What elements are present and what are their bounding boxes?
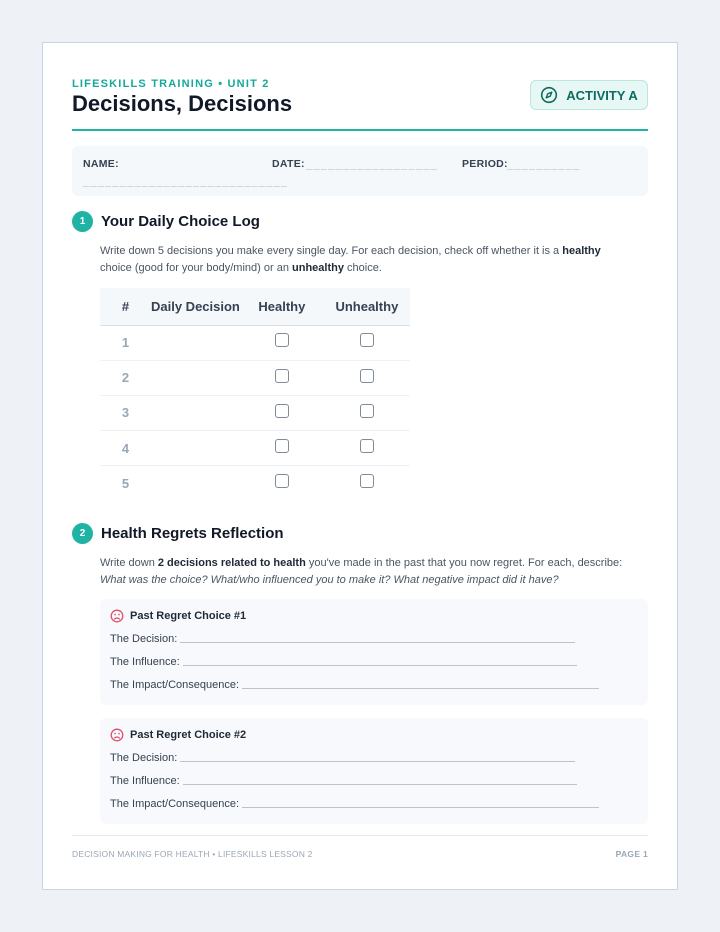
healthy-checkbox[interactable] (275, 404, 289, 418)
instruction-text: you've made in the past that you now regret. For each, describe: (305, 557, 623, 569)
influence-answer-line[interactable] (183, 665, 577, 666)
page-title: Decisions, Decisions (72, 91, 293, 116)
healthy-checkbox[interactable] (275, 369, 289, 383)
column-header-unhealthy: Unhealthy (324, 288, 410, 325)
row-number: 2 (100, 360, 151, 395)
influence-answer-line[interactable] (183, 784, 577, 785)
decision-label: The Decision: (110, 633, 178, 645)
section-number-badge: 1 (72, 211, 93, 232)
unhealthy-checkbox[interactable] (360, 404, 374, 418)
healthy-checkbox[interactable] (275, 474, 289, 488)
section-1-heading (72, 211, 260, 232)
section-2-instructions (100, 555, 648, 589)
header-divider (72, 129, 648, 131)
name-label: NAME: (83, 158, 119, 170)
unhealthy-checkbox[interactable] (360, 474, 374, 488)
regret-card-header (110, 609, 246, 623)
table-header-row (100, 288, 410, 325)
instruction-emphasis: unhealthy (292, 262, 344, 274)
name-field[interactable]: ____________________________ (83, 175, 289, 187)
row-number: 5 (121, 476, 130, 492)
decision-row (110, 633, 575, 645)
table-row (100, 360, 410, 395)
column-header-number: # (100, 288, 151, 325)
decision-entry-cell[interactable] (151, 325, 240, 360)
column-header-decision: Daily Decision (151, 288, 240, 325)
instruction-emphasis: 2 decisions related to health (157, 557, 306, 569)
regret-card-1 (100, 599, 648, 705)
activity-badge (530, 80, 648, 110)
footer-course-label: DECISION MAKING FOR HEALTH • LIFESKILLS LESSON 2 (72, 849, 313, 859)
activity-label: ACTIVITY A (566, 87, 638, 103)
decision-entry-cell[interactable] (151, 360, 240, 395)
influence-row (110, 775, 577, 787)
influence-row (110, 656, 577, 668)
date-label: DATE: (272, 158, 305, 170)
decision-answer-line[interactable] (180, 761, 575, 762)
influence-label: The Influence: (110, 775, 180, 787)
student-info-box (72, 146, 648, 196)
unhealthy-checkbox[interactable] (360, 333, 374, 347)
instruction-text: choice. (343, 262, 382, 274)
impact-label: The Impact/Consequence: (110, 798, 240, 810)
instruction-questions: What was the choice? What/who influenced you to make it? What negative impact did it have? (100, 574, 559, 586)
impact-answer-line[interactable] (242, 688, 599, 689)
instruction-text: Write down (100, 557, 158, 569)
impact-row (110, 798, 599, 810)
decision-answer-line[interactable] (180, 642, 575, 643)
decision-label: The Decision: (110, 752, 178, 764)
instruction-emphasis: healthy (562, 245, 601, 257)
section-2-heading (72, 523, 284, 544)
period-field[interactable]: __________ (507, 158, 581, 170)
regret-card-title: Past Regret Choice #1 (130, 610, 247, 622)
impact-label: The Impact/Consequence: (110, 679, 240, 691)
regret-card-title: Past Regret Choice #2 (130, 729, 247, 741)
table-row (100, 431, 410, 466)
decision-entry-cell[interactable] (151, 395, 240, 430)
impact-answer-line[interactable] (242, 807, 599, 808)
regret-card-header (110, 728, 246, 742)
regret-card-2 (100, 718, 648, 824)
decision-entry-cell[interactable] (151, 431, 240, 466)
section-1-instructions (100, 243, 648, 277)
section-title: Health Regrets Reflection (101, 525, 284, 542)
influence-label: The Influence: (110, 656, 180, 668)
row-number: 1 (100, 325, 151, 360)
date-field[interactable]: __________________ (306, 158, 438, 170)
table-row (100, 325, 410, 360)
sad-face-icon (110, 609, 124, 623)
healthy-checkbox[interactable] (275, 333, 289, 347)
period-label: PERIOD: (462, 158, 508, 170)
section-number-badge: 2 (72, 523, 93, 544)
row-number: 3 (100, 395, 151, 430)
compass-icon (540, 86, 558, 104)
unhealthy-checkbox[interactable] (360, 439, 374, 453)
impact-row (110, 679, 599, 691)
column-header-healthy: Healthy (240, 288, 324, 325)
unit-kicker: LIFESKILLS TRAINING • UNIT 2 (72, 78, 270, 90)
healthy-checkbox[interactable] (275, 439, 289, 453)
sad-face-icon (110, 728, 124, 742)
daily-choice-table (100, 288, 410, 501)
worksheet-page (42, 42, 678, 890)
unhealthy-checkbox[interactable] (360, 369, 374, 383)
instruction-text: Write down 5 decisions you make every single day. For each decision, check off whether it is a (100, 245, 563, 257)
page-number: PAGE 1 (615, 849, 648, 859)
table-row (100, 466, 410, 501)
instruction-text: choice (good for your body/mind) or an (100, 262, 292, 274)
section-title: Your Daily Choice Log (101, 213, 260, 230)
table-row (100, 395, 410, 430)
row-number: 4 (100, 431, 151, 466)
decision-row (110, 752, 575, 764)
decision-entry-cell[interactable] (151, 466, 240, 501)
footer-divider (72, 835, 648, 836)
